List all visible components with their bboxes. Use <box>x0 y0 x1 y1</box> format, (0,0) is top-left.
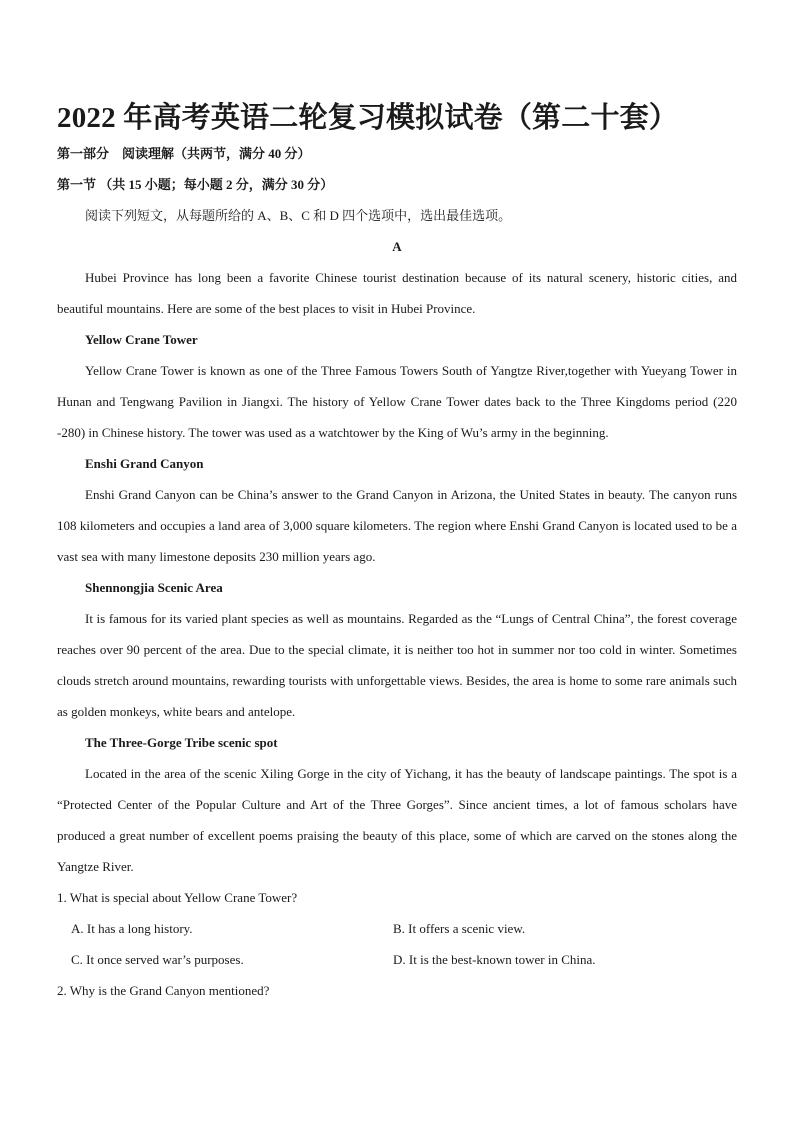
place-paragraph: It is famous for its varied plant species as well as mountains. Regarded as the “Lungs of Central China”, the forest coverage reaches over 90 percent of the area. Due to the special climate, it is neither too hot in summer nor too cold in winter. Sometimes clouds stretch around mountains, rewarding tourists with unforgettable views. Besides, the area is home to some rare animals such as golden monkeys, white bears and antelope. <box>57 611 737 719</box>
options-row <box>57 913 737 944</box>
option-a: A. It has a long history. <box>71 921 193 936</box>
place-paragraph: Enshi Grand Canyon can be China’s answer to the Grand Canyon in Arizona, the United States in beauty. The canyon runs 108 kilometers and occupies a land area of 3,000 square kilometers. The region where Enshi Grand Canyon is located used to be a vast sea with many limestone deposits 230 million years ago. <box>57 487 737 564</box>
option-d: D. It is the best-known tower in China. <box>393 952 596 967</box>
exam-page <box>57 98 737 1006</box>
option-b: B. It offers a scenic view. <box>393 921 526 936</box>
place-paragraph: Located in the area of the scenic Xiling Gorge in the city of Yichang, it has the beauty of landscape paintings. The spot is a “Protected Center of the Popular Culture and Art of the Three Gorges”. Since ancient times, a lot of famous scholars have produced a great number of excellent poems praising the beauty of this place, some of which are carved on the stones along the Yangtze River. <box>57 766 737 874</box>
part-heading: 第一部分 阅读理解（共两节，满分 40 分） <box>57 146 311 161</box>
question-stem: 2. Why is the Grand Canyon mentioned? <box>57 983 270 998</box>
place-heading: Yellow Crane Tower <box>85 332 198 347</box>
question-stem: 1. What is special about Yellow Crane Tower? <box>57 890 298 905</box>
place-paragraph: Yellow Crane Tower is known as one of the Three Famous Towers South of Yangtze River,together with Yueyang Tower in Hunan and Tengwang Pavilion in Jiangxi. The history of Yellow Crane Tower dates back to the Three Kingdoms period (220 -280) in Chinese history. The tower was used as a watchtower by the King of Wu’s army in the beginning. <box>57 363 737 440</box>
passage-label: A <box>392 239 402 254</box>
options-row <box>57 944 737 975</box>
place-heading: The Three-Gorge Tribe scenic spot <box>85 735 278 750</box>
page-title: 2022 年高考英语二轮复习模拟试卷（第二十套） <box>57 102 679 134</box>
intro-paragraph: Hubei Province has long been a favorite Chinese tourist destination because of its natural scenery, historic cities, and beautiful mountains. Here are some of the best places to visit in Hubei Province. <box>57 270 737 316</box>
place-heading: Shennongjia Scenic Area <box>85 580 223 595</box>
section-heading: 第一节 （共 15 小题；每小题 2 分，满分 30 分） <box>57 177 334 192</box>
option-c: C. It once served war’s purposes. <box>71 952 244 967</box>
instruction-text: 阅读下列短文，从每题所给的 A、B、C 和 D 四个选项中，选出最佳选项。 <box>85 208 512 223</box>
place-heading: Enshi Grand Canyon <box>85 456 204 471</box>
